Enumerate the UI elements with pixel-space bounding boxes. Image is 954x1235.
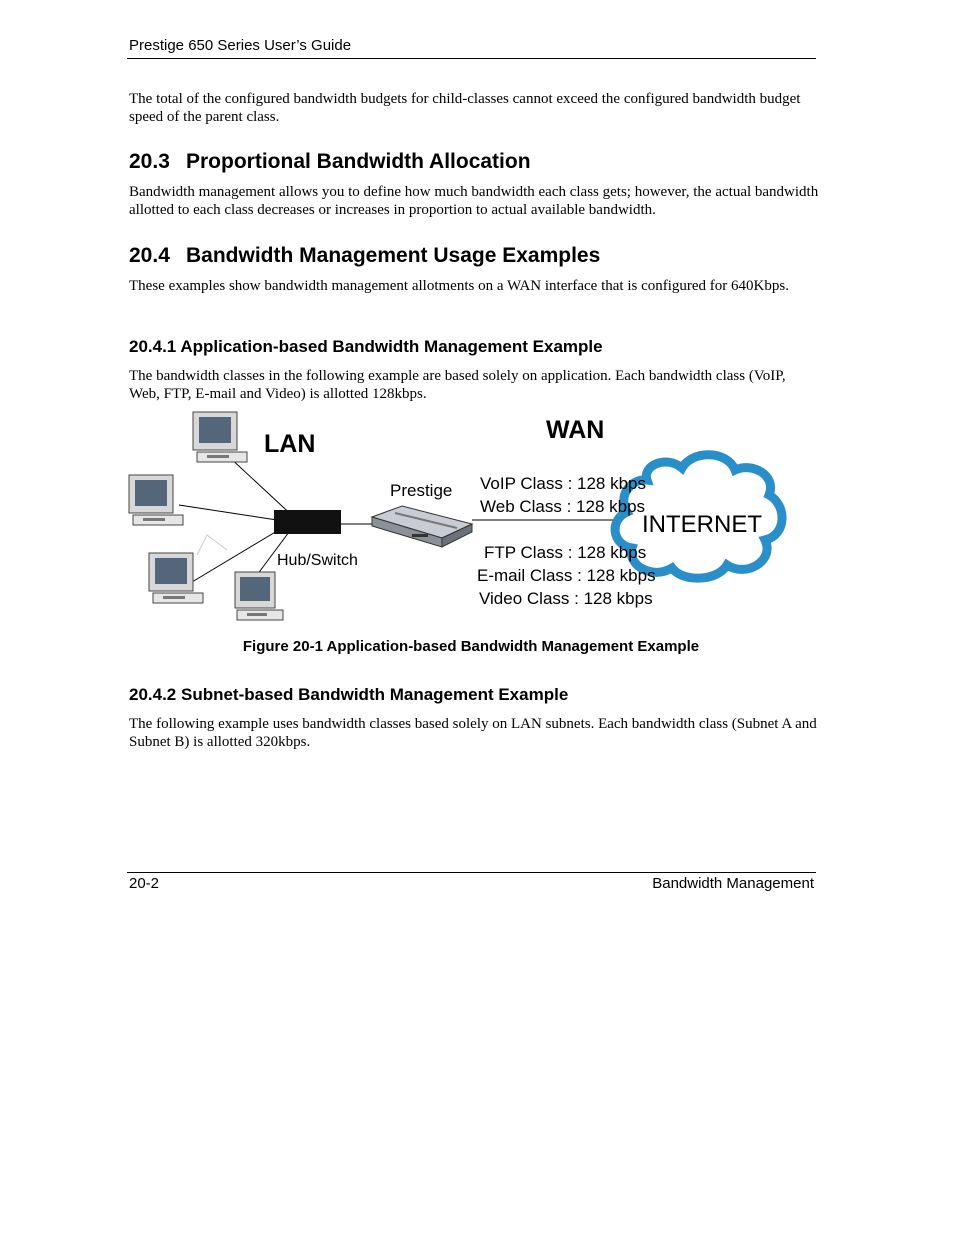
wan-label: WAN (546, 416, 605, 444)
network-diagram (127, 410, 787, 630)
running-header: Prestige 650 Series User’s Guide (129, 37, 352, 54)
network-diagram-svg (127, 410, 787, 630)
section-20-4-1-body: The bandwidth classes in the following example are based solely on application. Each bandwidth class (VoIP, Web, FTP, E-mail and Video) is allotted 128kbps. (129, 368, 786, 402)
hub-switch-label: Hub/Switch (277, 552, 358, 569)
section-20-4-2-heading: 20.4.2 Subnet-based Bandwidth Management Example (129, 685, 569, 704)
computer-icon (149, 553, 203, 603)
section-title: Bandwidth Management Usage Examples (186, 244, 601, 267)
decor-line (197, 535, 227, 555)
computer-icon (235, 572, 283, 620)
section-number: 20.4 (129, 244, 170, 267)
class-label: E-mail Class : 128 kbps (477, 566, 656, 585)
page-number: 20-2 (129, 875, 160, 892)
intro-paragraph: The total of the configured bandwidth budgets for child-classes cannot exceed the configured bandwidth budget speed of the parent class. (129, 91, 801, 125)
class-label: Web Class : 128 kbps (480, 497, 646, 516)
lan-label: LAN (264, 430, 316, 458)
section-20-3-heading (129, 150, 531, 174)
internet-label: INTERNET (642, 511, 762, 538)
section-number: 20.3 (129, 150, 170, 173)
chapter-name: Bandwidth Management (652, 875, 814, 892)
class-label: VoIP Class : 128 kbps (480, 474, 647, 493)
section-20-4-1-heading: 20.4.1 Application-based Bandwidth Management Example (129, 337, 603, 356)
section-20-4-body: These examples show bandwidth management allotments on a WAN interface that is configured for 640Kbps. (129, 278, 789, 294)
section-20-4-2-body: The following example uses bandwidth classes based solely on LAN subnets. Each bandwidth class (Subnet A and Subnet B) is allotted 320kbps. (129, 716, 817, 750)
router-icon (372, 506, 472, 547)
link-pc-left (179, 505, 277, 520)
footer-rule (127, 872, 816, 873)
section-20-4-heading (129, 244, 600, 268)
router-label: Prestige (390, 481, 453, 500)
hub-switch-icon (274, 510, 341, 534)
section-20-3-body: Bandwidth management allows you to define how much bandwidth each class gets; however, the actual bandwidth allotted to each class decreases or increases in proportion to actual available bandwidth. (129, 184, 819, 218)
computer-icon (129, 475, 183, 525)
computer-icon (193, 412, 247, 462)
header-rule (127, 58, 816, 59)
section-title: Proportional Bandwidth Allocation (186, 150, 531, 173)
class-label: Video Class : 128 kbps (479, 589, 653, 608)
class-label: FTP Class : 128 kbps (484, 543, 647, 562)
figure-caption: Figure 20-1 Application-based Bandwidth Management Example (242, 638, 700, 655)
